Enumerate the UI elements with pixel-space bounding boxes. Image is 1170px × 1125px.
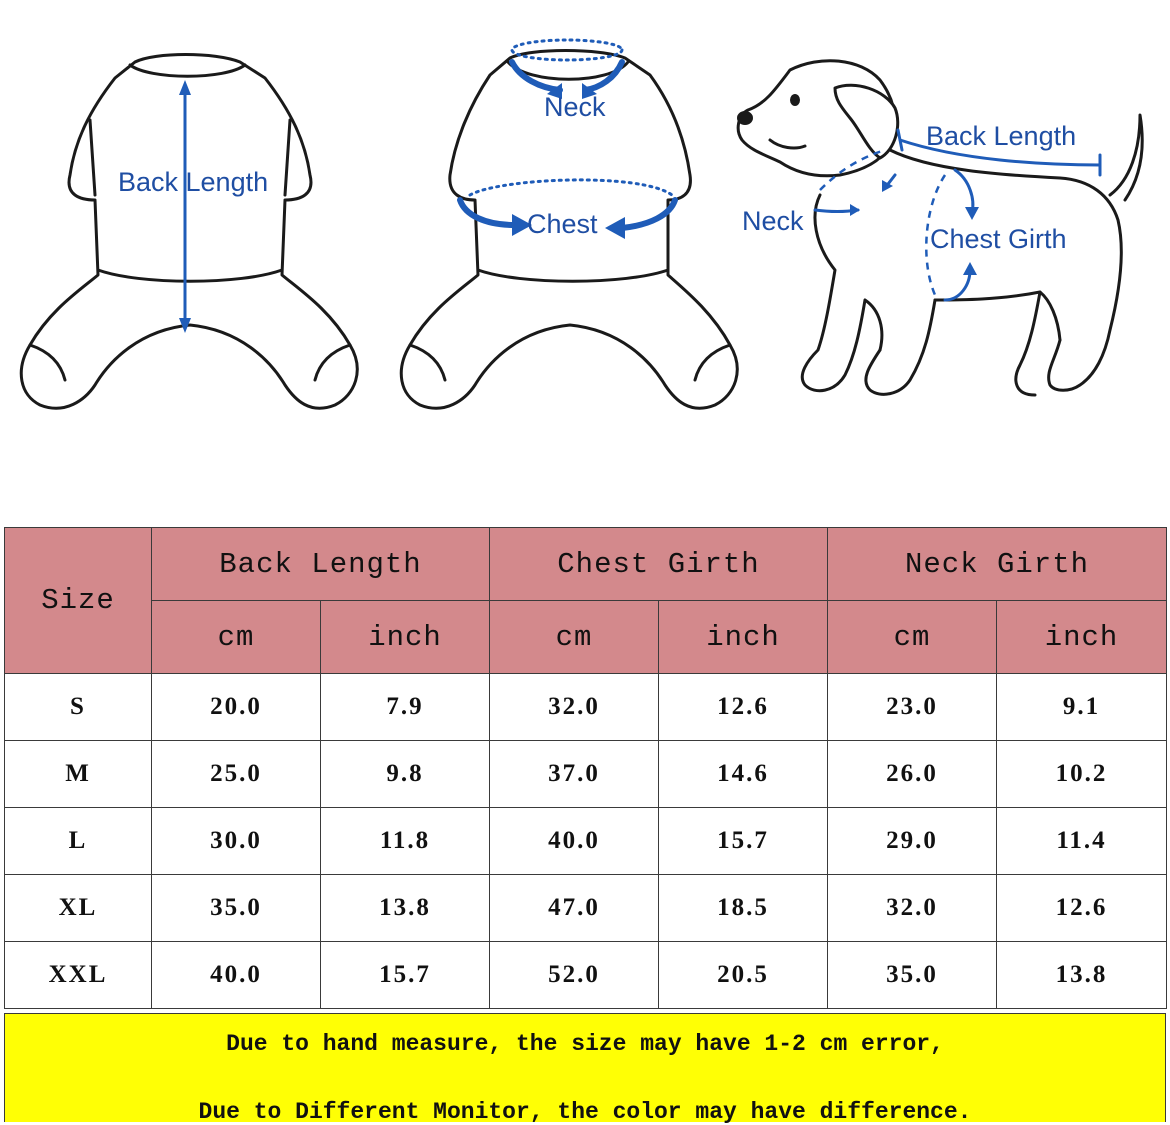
garment-back-length-diagram [21, 55, 357, 409]
value-cell: 30.0 [152, 808, 321, 875]
value-cell: 11.4 [997, 808, 1167, 875]
size-cell: M [5, 741, 152, 808]
value-cell: 12.6 [659, 674, 828, 741]
value-cell: 13.8 [321, 875, 490, 942]
unit-header: cm [490, 601, 659, 674]
header-back-length: Back Length [152, 528, 490, 601]
header-chest-girth: Chest Girth [490, 528, 828, 601]
garment-neck-chest-diagram [401, 40, 737, 408]
value-cell: 15.7 [321, 942, 490, 1009]
value-cell: 40.0 [152, 942, 321, 1009]
label-dog-chest-girth: Chest Girth [930, 224, 1067, 254]
label-neck: Neck [544, 92, 606, 122]
dog-measurement-diagram [737, 61, 1142, 395]
header-neck-girth: Neck Girth [828, 528, 1167, 601]
value-cell: 14.6 [659, 741, 828, 808]
value-cell: 18.5 [659, 875, 828, 942]
table-row [5, 808, 1167, 875]
value-cell: 23.0 [828, 674, 997, 741]
table-row [5, 942, 1167, 1009]
unit-header: inch [321, 601, 490, 674]
value-cell: 11.8 [321, 808, 490, 875]
value-cell: 13.8 [997, 942, 1167, 1009]
value-cell: 26.0 [828, 741, 997, 808]
value-cell: 35.0 [828, 942, 997, 1009]
value-cell: 40.0 [490, 808, 659, 875]
value-cell: 29.0 [828, 808, 997, 875]
note-line-2: Due to Different Monitor, the color may have difference. [198, 1099, 972, 1125]
value-cell: 25.0 [152, 741, 321, 808]
value-cell: 10.2 [997, 741, 1167, 808]
value-cell: 9.8 [321, 741, 490, 808]
value-cell: 12.6 [997, 875, 1167, 942]
label-dog-neck: Neck [742, 206, 804, 236]
value-cell: 7.9 [321, 674, 490, 741]
size-cell: XL [5, 875, 152, 942]
table-row [5, 674, 1167, 741]
value-cell: 20.5 [659, 942, 828, 1009]
label-back-length: Back Length [118, 167, 269, 197]
table-row [5, 741, 1167, 808]
unit-header: cm [828, 601, 997, 674]
value-cell: 32.0 [828, 875, 997, 942]
note-line-1: Due to hand measure, the size may have 1-2 cm error, [226, 1031, 944, 1057]
value-cell: 32.0 [490, 674, 659, 741]
value-cell: 20.0 [152, 674, 321, 741]
size-chart-table [4, 527, 1167, 1009]
size-cell: XXL [5, 942, 152, 1009]
measurement-note [4, 1013, 1166, 1125]
value-cell: 9.1 [997, 674, 1167, 741]
unit-header: inch [997, 601, 1167, 674]
table-row [5, 875, 1167, 942]
value-cell: 37.0 [490, 741, 659, 808]
unit-header: inch [659, 601, 828, 674]
header-size: Size [5, 528, 152, 674]
value-cell: 15.7 [659, 808, 828, 875]
label-chest: Chest [527, 209, 598, 239]
value-cell: 35.0 [152, 875, 321, 942]
value-cell: 52.0 [490, 942, 659, 1009]
size-cell: L [5, 808, 152, 875]
label-dog-back-length: Back Length [926, 121, 1077, 151]
value-cell: 47.0 [490, 875, 659, 942]
measurement-diagrams [0, 0, 1170, 430]
size-cell: S [5, 674, 152, 741]
unit-header: cm [152, 601, 321, 674]
